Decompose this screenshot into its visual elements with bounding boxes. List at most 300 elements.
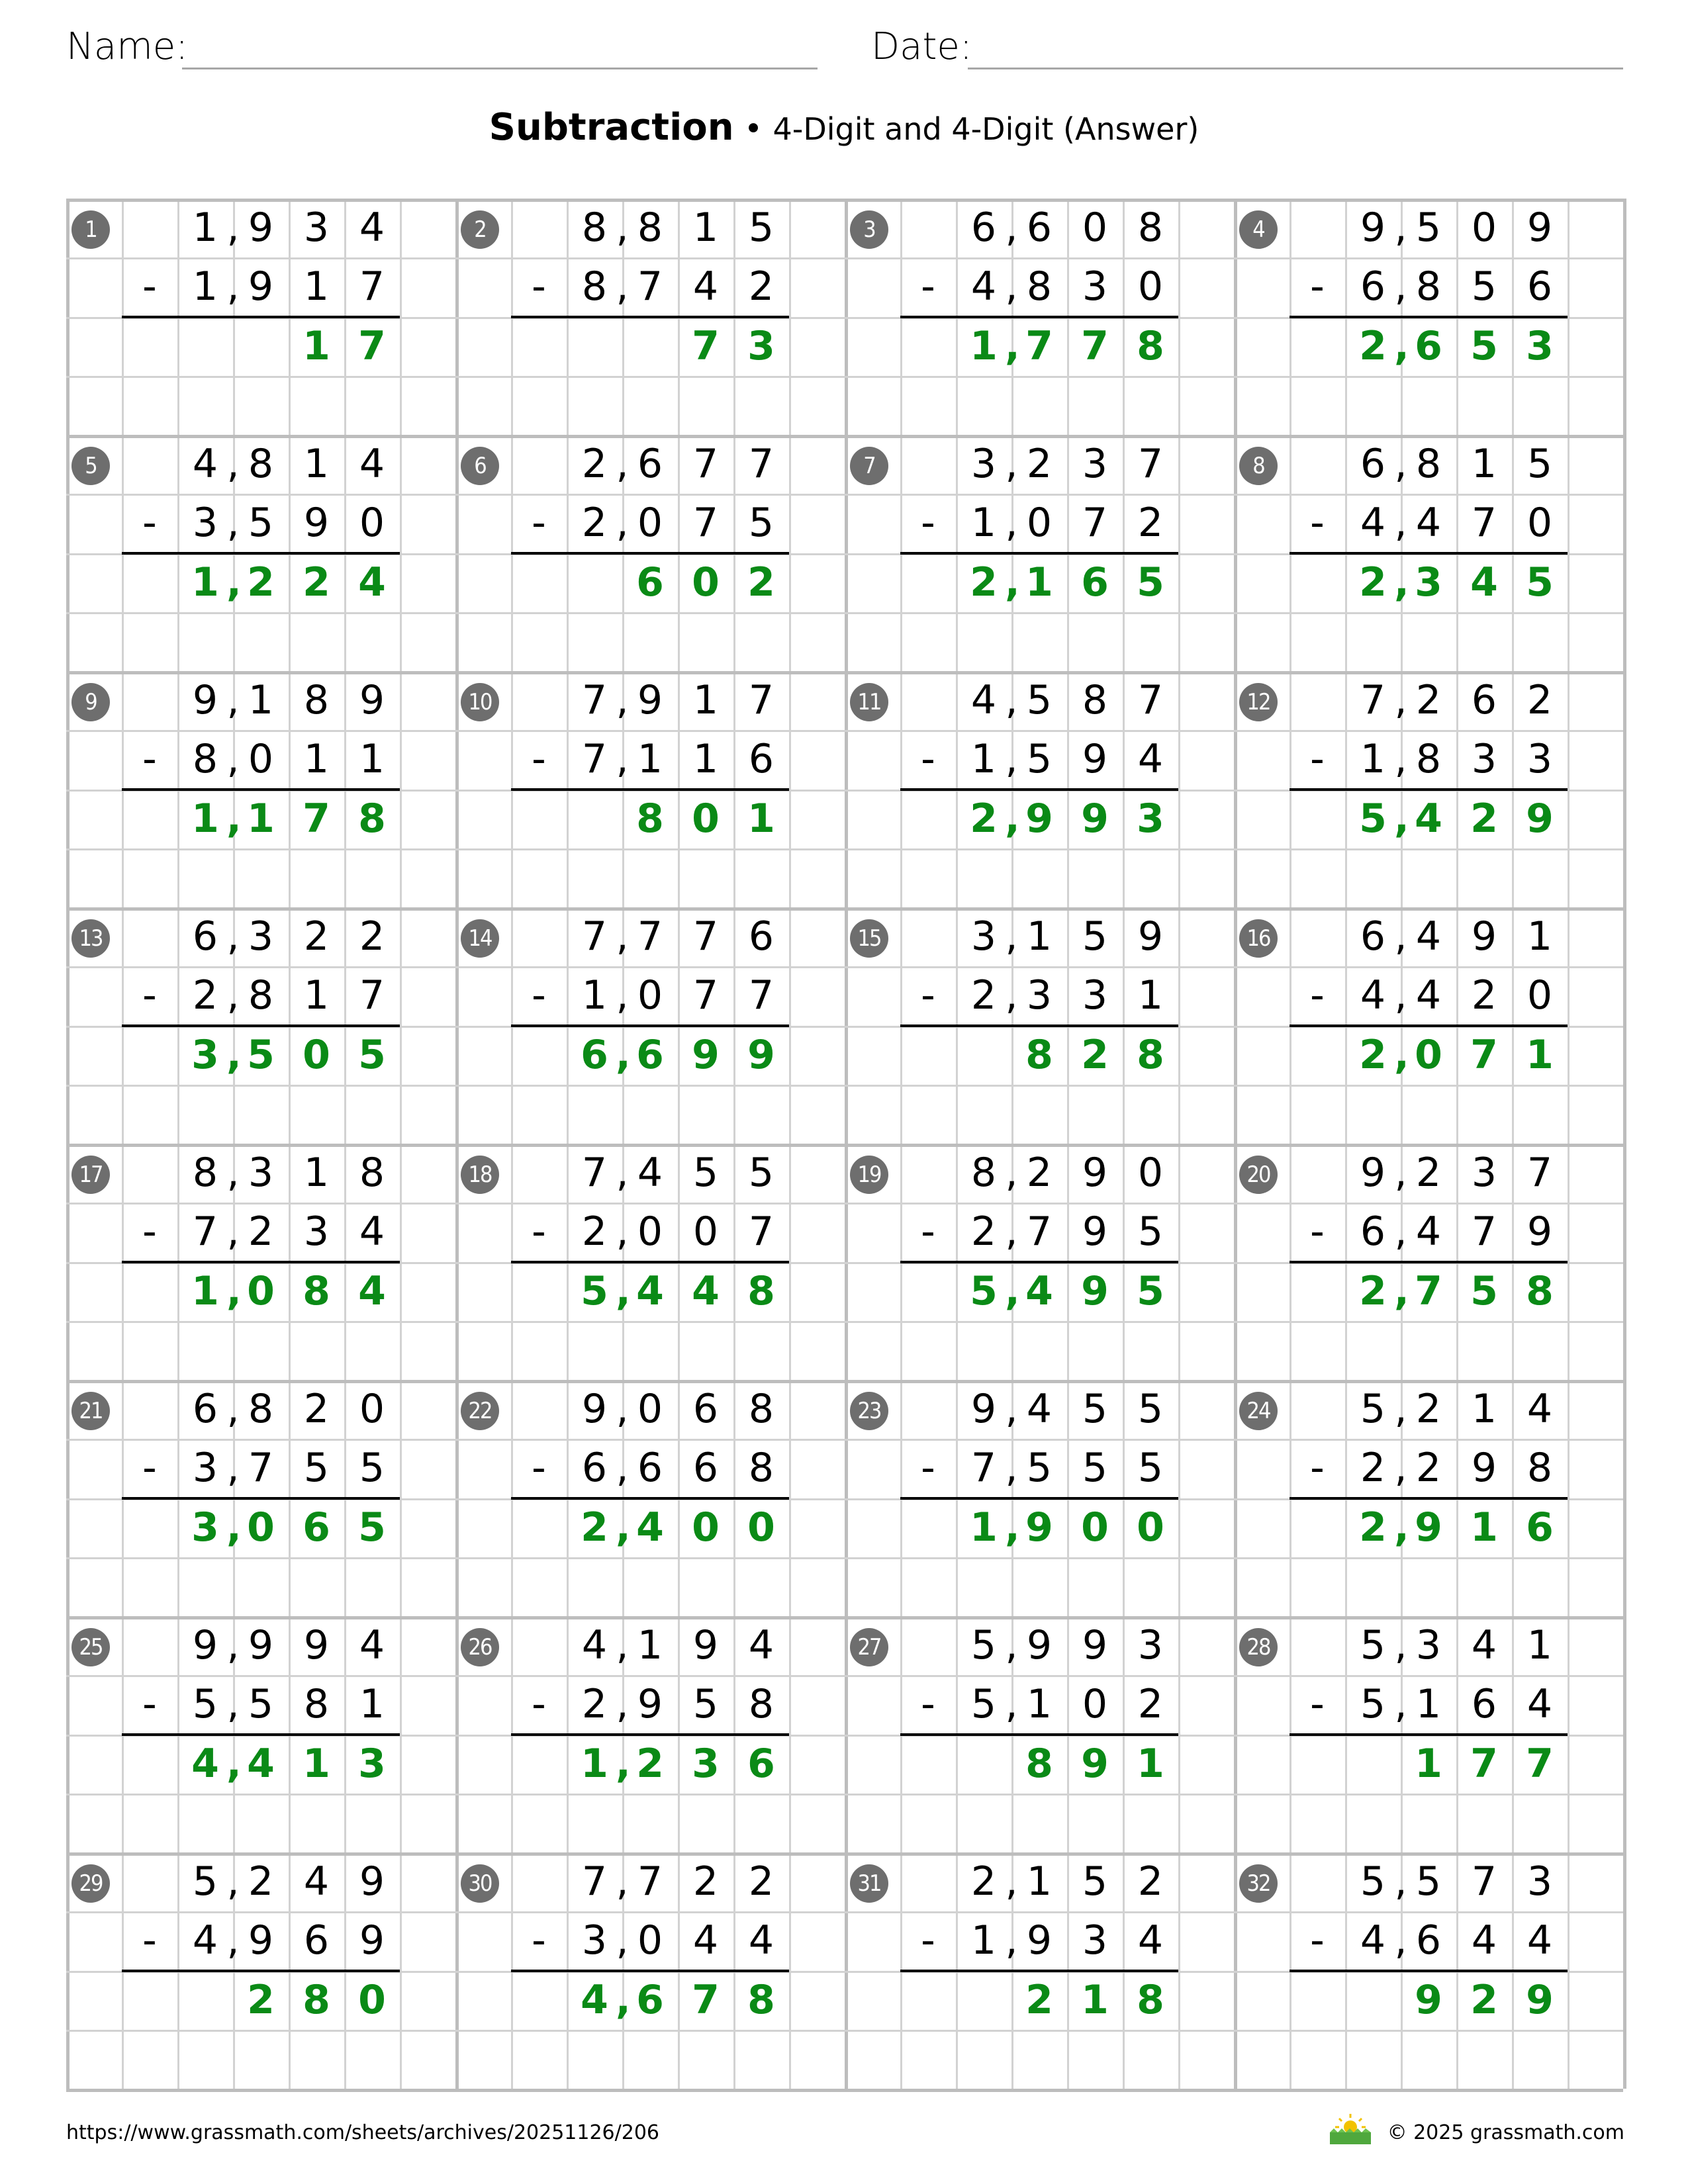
subtrahend-comma: , bbox=[1394, 500, 1407, 547]
minuend-digit: 4 bbox=[359, 1622, 385, 1668]
answer-digit[interactable]: 4 bbox=[1415, 795, 1442, 842]
problem-30 bbox=[455, 1852, 845, 2089]
answer-digit[interactable]: 4 bbox=[636, 1504, 664, 1551]
answer-digit[interactable]: 9 bbox=[1415, 1976, 1442, 2023]
problem-2 bbox=[455, 199, 845, 435]
answer-digit[interactable]: 8 bbox=[358, 795, 386, 842]
subtrahend-digit: 1 bbox=[359, 1681, 385, 1728]
answer-digit[interactable]: 4 bbox=[692, 1267, 720, 1314]
subtrahend-digit: 2 bbox=[581, 1208, 608, 1255]
minuend-digit: 6 bbox=[1471, 677, 1497, 723]
answer-digit[interactable]: 1 bbox=[1137, 1740, 1164, 1787]
answer-digit[interactable]: 4 bbox=[581, 1976, 608, 2023]
subtrahend-digit: 9 bbox=[303, 500, 330, 547]
minuend-digit: 9 bbox=[581, 1386, 608, 1432]
minuend-digit: 3 bbox=[1526, 1858, 1553, 1905]
subtrahend-digit: 1 bbox=[359, 736, 385, 783]
answer-digit[interactable]: 3 bbox=[1526, 322, 1554, 369]
minuend-digit: 6 bbox=[637, 441, 663, 487]
minuend-comma: , bbox=[1005, 1622, 1018, 1668]
answer-digit[interactable]: 6 bbox=[1081, 559, 1109, 606]
subtrahend-digit: 4 bbox=[1526, 1681, 1553, 1728]
minuend-digit: 0 bbox=[359, 1386, 385, 1432]
answer-digit[interactable]: 1 bbox=[581, 1740, 608, 1787]
subtrahend-digit: 1 bbox=[192, 263, 218, 310]
answer-comma: , bbox=[1394, 559, 1409, 606]
subtrahend-comma: , bbox=[226, 500, 240, 547]
problem-number-badge: 17 bbox=[71, 1156, 110, 1194]
subtrahend-digit: 5 bbox=[248, 500, 274, 547]
subtrahend-digit: 4 bbox=[1137, 736, 1164, 783]
subtrahend-digit: 4 bbox=[1360, 500, 1386, 547]
minuend-digit: 3 bbox=[1082, 441, 1108, 487]
answer-digit[interactable]: 5 bbox=[1470, 322, 1498, 369]
minuend-digit: 3 bbox=[970, 441, 997, 487]
date-line[interactable] bbox=[968, 68, 1623, 69]
subtrahend-digit: 1 bbox=[303, 972, 330, 1019]
answer-digit[interactable]: 2 bbox=[1025, 1976, 1053, 2023]
grid-vline bbox=[1623, 199, 1626, 2089]
subtrahend-digit: 5 bbox=[1137, 1208, 1164, 1255]
subtrahend-digit: 7 bbox=[192, 1208, 218, 1255]
answer-digit[interactable]: 8 bbox=[1526, 1267, 1554, 1314]
minuend-digit: 1 bbox=[1026, 1858, 1053, 1905]
minuend-digit: 8 bbox=[1082, 677, 1108, 723]
answer-digit[interactable]: 6 bbox=[636, 1031, 664, 1078]
minuend-digit: 2 bbox=[1526, 677, 1553, 723]
answer-digit[interactable]: 1 bbox=[247, 795, 275, 842]
answer-digit[interactable]: 9 bbox=[692, 1031, 720, 1078]
minuend-comma: , bbox=[616, 1858, 629, 1905]
minuend-digit: 4 bbox=[192, 441, 218, 487]
minus-sign: - bbox=[142, 1208, 157, 1255]
answer-digit[interactable]: 4 bbox=[358, 1267, 386, 1314]
minus-sign: - bbox=[142, 972, 157, 1019]
subtrahend-digit: 6 bbox=[1526, 263, 1553, 310]
answer-digit[interactable]: 5 bbox=[1359, 795, 1387, 842]
subtrahend-digit: 3 bbox=[1082, 972, 1108, 1019]
answer-digit[interactable]: 8 bbox=[1025, 1031, 1053, 1078]
answer-digit[interactable]: 1 bbox=[1526, 1031, 1554, 1078]
subtrahend-comma: , bbox=[1005, 1445, 1018, 1492]
subtrahend-digit: 9 bbox=[637, 1681, 663, 1728]
answer-digit[interactable]: 9 bbox=[1081, 1267, 1109, 1314]
problem-17 bbox=[66, 1144, 455, 1380]
subtrahend-comma: , bbox=[616, 263, 629, 310]
answer-digit[interactable]: 1 bbox=[970, 322, 998, 369]
name-line[interactable] bbox=[182, 68, 818, 69]
problem-number-badge: 27 bbox=[850, 1628, 888, 1666]
answer-comma: , bbox=[226, 1267, 242, 1314]
minuend-digit: 9 bbox=[359, 1858, 385, 1905]
minuend-digit: 7 bbox=[581, 677, 608, 723]
minuend-digit: 8 bbox=[970, 1150, 997, 1196]
minuend-digit: 9 bbox=[1082, 1150, 1108, 1196]
minuend-digit: 2 bbox=[1415, 1150, 1442, 1196]
answer-digit[interactable]: 3 bbox=[358, 1740, 386, 1787]
minuend-digit: 4 bbox=[1471, 1622, 1497, 1668]
answer-digit[interactable]: 3 bbox=[191, 1504, 219, 1551]
answer-digit[interactable]: 2 bbox=[1359, 559, 1387, 606]
subtrahend-digit: 3 bbox=[1471, 736, 1497, 783]
minuend-digit: 7 bbox=[581, 1150, 608, 1196]
minuend-digit: 9 bbox=[1082, 1622, 1108, 1668]
subtrahend-digit: 1 bbox=[303, 736, 330, 783]
subtrahend-digit: 3 bbox=[192, 500, 218, 547]
answer-digit[interactable]: 3 bbox=[747, 322, 775, 369]
subtrahend-digit: 0 bbox=[1526, 500, 1553, 547]
answer-digit[interactable]: 8 bbox=[636, 795, 664, 842]
answer-digit[interactable]: 8 bbox=[1137, 1976, 1164, 2023]
answer-digit[interactable]: 7 bbox=[1470, 1740, 1498, 1787]
minuend-digit: 8 bbox=[359, 1150, 385, 1196]
answer-digit[interactable]: 9 bbox=[1025, 1504, 1053, 1551]
answer-digit[interactable]: 1 bbox=[191, 559, 219, 606]
answer-digit[interactable]: 1 bbox=[1025, 559, 1053, 606]
problem-number-badge: 12 bbox=[1239, 683, 1278, 721]
subtrahend-comma: , bbox=[1005, 500, 1018, 547]
answer-digit[interactable]: 5 bbox=[358, 1504, 386, 1551]
answer-digit[interactable]: 2 bbox=[747, 559, 775, 606]
subtrahend-digit: 2 bbox=[192, 972, 218, 1019]
problem-11 bbox=[845, 671, 1234, 907]
minuend-digit: 1 bbox=[192, 205, 218, 251]
subtrahend-digit: 4 bbox=[1360, 1917, 1386, 1964]
subtrahend-digit: 1 bbox=[692, 736, 719, 783]
answer-digit[interactable]: 6 bbox=[636, 1976, 664, 2023]
subtrahend-digit: 0 bbox=[1082, 1681, 1108, 1728]
subtrahend-digit: 9 bbox=[248, 1917, 274, 1964]
answer-digit[interactable]: 2 bbox=[1359, 1504, 1387, 1551]
answer-digit[interactable]: 2 bbox=[1359, 1031, 1387, 1078]
answer-digit[interactable]: 7 bbox=[1415, 1267, 1442, 1314]
answer-digit[interactable]: 6 bbox=[636, 559, 664, 606]
subtrahend-digit: 4 bbox=[1471, 1917, 1497, 1964]
problem-number-badge: 23 bbox=[850, 1392, 888, 1430]
minuend-digit: 9 bbox=[192, 677, 218, 723]
minuend-digit: 7 bbox=[1526, 1150, 1553, 1196]
answer-digit[interactable]: 0 bbox=[1415, 1031, 1442, 1078]
answer-digit[interactable]: 2 bbox=[1470, 795, 1498, 842]
answer-digit[interactable]: 8 bbox=[1137, 322, 1164, 369]
answer-digit[interactable]: 2 bbox=[247, 559, 275, 606]
minuend-comma: , bbox=[616, 1622, 629, 1668]
subtrahend-digit: 1 bbox=[970, 1917, 997, 1964]
subtrahend-digit: 1 bbox=[1137, 972, 1164, 1019]
minuend-comma: , bbox=[1394, 205, 1407, 251]
minus-sign: - bbox=[921, 1917, 935, 1964]
minuend-digit: 8 bbox=[581, 205, 608, 251]
problem-number-badge: 31 bbox=[850, 1864, 888, 1903]
minuend-comma: , bbox=[1005, 441, 1018, 487]
minuend-digit: 2 bbox=[1415, 677, 1442, 723]
problem-19 bbox=[845, 1144, 1234, 1380]
problem-6 bbox=[455, 435, 845, 671]
subtrahend-digit: 8 bbox=[748, 1445, 774, 1492]
minuend-digit: 2 bbox=[581, 441, 608, 487]
answer-digit[interactable]: 0 bbox=[247, 1267, 275, 1314]
answer-digit[interactable]: 2 bbox=[970, 559, 998, 606]
minuend-digit: 5 bbox=[1415, 1858, 1442, 1905]
minuend-digit: 2 bbox=[1026, 1150, 1053, 1196]
answer-digit[interactable]: 5 bbox=[581, 1267, 608, 1314]
subtrahend-digit: 5 bbox=[1471, 263, 1497, 310]
answer-digit[interactable]: 0 bbox=[358, 1976, 386, 2023]
answer-digit[interactable]: 0 bbox=[692, 1504, 720, 1551]
answer-comma: , bbox=[226, 795, 242, 842]
answer-digit[interactable]: 0 bbox=[247, 1504, 275, 1551]
minus-sign: - bbox=[1310, 1681, 1325, 1728]
problem-number-badge: 5 bbox=[71, 447, 110, 485]
subtrahend-digit: 5 bbox=[748, 500, 774, 547]
answer-digit[interactable]: 5 bbox=[970, 1267, 998, 1314]
subtrahend-digit: 7 bbox=[359, 263, 385, 310]
answer-digit[interactable]: 1 bbox=[191, 795, 219, 842]
subtrahend-digit: 0 bbox=[1526, 972, 1553, 1019]
minuend-digit: 7 bbox=[1137, 441, 1164, 487]
answer-digit[interactable]: 8 bbox=[747, 1267, 775, 1314]
minuend-comma: , bbox=[616, 677, 629, 723]
minuend-comma: , bbox=[226, 913, 240, 960]
answer-digit[interactable]: 7 bbox=[692, 322, 720, 369]
problem-14 bbox=[455, 907, 845, 1144]
answer-digit[interactable]: 0 bbox=[692, 559, 720, 606]
subtrahend-digit: 3 bbox=[303, 1208, 330, 1255]
subtrahend-digit: 1 bbox=[970, 736, 997, 783]
answer-digit[interactable]: 1 bbox=[191, 1267, 219, 1314]
subtrahend-digit: 9 bbox=[1026, 1917, 1053, 1964]
subtrahend-digit: 2 bbox=[1137, 500, 1164, 547]
problem-15 bbox=[845, 907, 1234, 1144]
minuend-digit: 5 bbox=[748, 205, 774, 251]
subtrahend-digit: 5 bbox=[1137, 1445, 1164, 1492]
minuend-digit: 2 bbox=[1137, 1858, 1164, 1905]
answer-digit[interactable]: 1 bbox=[1415, 1740, 1442, 1787]
answer-digit[interactable]: 0 bbox=[1137, 1504, 1164, 1551]
minuend-digit: 4 bbox=[1026, 1386, 1053, 1432]
answer-digit[interactable]: 2 bbox=[581, 1504, 608, 1551]
answer-digit[interactable]: 8 bbox=[1025, 1740, 1053, 1787]
subtrahend-digit: 1 bbox=[1360, 736, 1386, 783]
subtrahend-comma: , bbox=[616, 500, 629, 547]
subtrahend-digit: 5 bbox=[692, 1681, 719, 1728]
minus-sign: - bbox=[921, 1445, 935, 1492]
answer-digit[interactable]: 9 bbox=[1526, 1976, 1554, 2023]
minuend-digit: 6 bbox=[970, 205, 997, 251]
answer-digit[interactable]: 2 bbox=[970, 795, 998, 842]
answer-digit[interactable]: 9 bbox=[1025, 795, 1053, 842]
subtrahend-digit: 0 bbox=[359, 500, 385, 547]
answer-digit[interactable]: 5 bbox=[1137, 559, 1164, 606]
answer-digit[interactable]: 4 bbox=[1025, 1267, 1053, 1314]
answer-digit[interactable]: 7 bbox=[358, 322, 386, 369]
answer-comma: , bbox=[616, 1740, 631, 1787]
subtrahend-digit: 4 bbox=[1360, 972, 1386, 1019]
subtrahend-digit: 7 bbox=[1471, 1208, 1497, 1255]
problem-5 bbox=[66, 435, 455, 671]
minuend-comma: , bbox=[616, 913, 629, 960]
answer-digit[interactable]: 0 bbox=[692, 795, 720, 842]
problem-20 bbox=[1234, 1144, 1623, 1380]
answer-digit[interactable]: 9 bbox=[747, 1031, 775, 1078]
answer-digit[interactable]: 4 bbox=[1470, 559, 1498, 606]
answer-digit[interactable]: 1 bbox=[303, 322, 330, 369]
answer-digit[interactable]: 5 bbox=[358, 1031, 386, 1078]
minuend-digit: 3 bbox=[248, 1150, 274, 1196]
subtrahend-comma: , bbox=[1005, 1917, 1018, 1964]
answer-digit[interactable]: 9 bbox=[1415, 1504, 1442, 1551]
minuend-digit: 7 bbox=[1137, 677, 1164, 723]
minuend-digit: 4 bbox=[1415, 913, 1442, 960]
answer-digit[interactable]: 1 bbox=[303, 1740, 330, 1787]
minuend-digit: 5 bbox=[1360, 1858, 1386, 1905]
problem-number-badge: 32 bbox=[1239, 1864, 1278, 1903]
answer-digit[interactable]: 7 bbox=[1081, 322, 1109, 369]
answer-digit[interactable]: 0 bbox=[1081, 1504, 1109, 1551]
minuend-digit: 5 bbox=[970, 1622, 997, 1668]
minus-sign: - bbox=[1310, 736, 1325, 783]
problem-number-badge: 24 bbox=[1239, 1392, 1278, 1430]
answer-digit[interactable]: 7 bbox=[1025, 322, 1053, 369]
answer-digit[interactable]: 4 bbox=[358, 559, 386, 606]
answer-digit[interactable]: 0 bbox=[747, 1504, 775, 1551]
subtrahend-digit: 0 bbox=[692, 1208, 719, 1255]
answer-digit[interactable]: 8 bbox=[1137, 1031, 1164, 1078]
answer-digit[interactable]: 6 bbox=[1415, 322, 1442, 369]
subtrahend-digit: 1 bbox=[1026, 1681, 1053, 1728]
answer-comma: , bbox=[226, 1031, 242, 1078]
problem-number-badge: 7 bbox=[850, 447, 888, 485]
answer-digit[interactable]: 2 bbox=[1359, 322, 1387, 369]
answer-digit[interactable]: 5 bbox=[1470, 1267, 1498, 1314]
answer-digit[interactable]: 2 bbox=[1081, 1031, 1109, 1078]
subtrahend-digit: 8 bbox=[1415, 263, 1442, 310]
minus-sign: - bbox=[142, 1681, 157, 1728]
minuend-digit: 9 bbox=[692, 1622, 719, 1668]
answer-digit[interactable]: 8 bbox=[303, 1267, 330, 1314]
answer-digit[interactable]: 6 bbox=[1526, 1504, 1554, 1551]
answer-digit[interactable]: 6 bbox=[581, 1031, 608, 1078]
answer-digit[interactable]: 9 bbox=[1081, 1740, 1109, 1787]
subtrahend-digit: 4 bbox=[692, 263, 719, 310]
answer-digit[interactable]: 5 bbox=[1526, 559, 1554, 606]
problem-number-badge: 10 bbox=[461, 683, 499, 721]
minuend-digit: 8 bbox=[1137, 205, 1164, 251]
answer-digit[interactable]: 3 bbox=[1415, 559, 1442, 606]
footer-copyright: © 2025 grassmath.com bbox=[1387, 2121, 1624, 2144]
subtrahend-digit: 0 bbox=[637, 1917, 663, 1964]
answer-digit[interactable]: 4 bbox=[636, 1267, 664, 1314]
subtrahend-digit: 7 bbox=[581, 736, 608, 783]
minus-sign: - bbox=[532, 263, 546, 310]
problem-number-badge: 13 bbox=[71, 919, 110, 958]
answer-digit[interactable]: 7 bbox=[1526, 1740, 1554, 1787]
problem-number-badge: 11 bbox=[850, 683, 888, 721]
subtrahend-digit: 4 bbox=[970, 263, 997, 310]
subtrahend-digit: 1 bbox=[637, 736, 663, 783]
answer-digit[interactable]: 9 bbox=[1081, 795, 1109, 842]
answer-digit[interactable]: 3 bbox=[1137, 795, 1164, 842]
minuend-digit: 9 bbox=[1471, 913, 1497, 960]
subtrahend-digit: 8 bbox=[581, 263, 608, 310]
answer-digit[interactable]: 1 bbox=[1470, 1504, 1498, 1551]
subtrahend-comma: , bbox=[616, 1208, 629, 1255]
grass-sun-logo-icon bbox=[1327, 2113, 1374, 2146]
answer-digit[interactable]: 2 bbox=[1359, 1267, 1387, 1314]
answer-digit[interactable]: 1 bbox=[970, 1504, 998, 1551]
answer-digit[interactable]: 4 bbox=[247, 1740, 275, 1787]
title-subtitle: 4-Digit and 4-Digit (Answer) bbox=[773, 111, 1199, 147]
minuend-digit: 6 bbox=[692, 1386, 719, 1432]
minuend-comma: , bbox=[1005, 913, 1018, 960]
minuend-digit: 4 bbox=[637, 1150, 663, 1196]
subtrahend-digit: 8 bbox=[303, 1681, 330, 1728]
answer-comma: , bbox=[616, 1267, 631, 1314]
answer-digit[interactable]: 4 bbox=[191, 1740, 219, 1787]
subtrahend-digit: 2 bbox=[1471, 972, 1497, 1019]
subtrahend-digit: 3 bbox=[1026, 972, 1053, 1019]
answer-digit[interactable]: 7 bbox=[303, 795, 330, 842]
minuend-digit: 2 bbox=[303, 913, 330, 960]
subtrahend-digit: 4 bbox=[1415, 972, 1442, 1019]
title-main: Subtraction bbox=[489, 106, 734, 149]
answer-digit[interactable]: 2 bbox=[303, 559, 330, 606]
answer-digit[interactable]: 0 bbox=[303, 1031, 330, 1078]
subtrahend-digit: 5 bbox=[192, 1681, 218, 1728]
minus-sign: - bbox=[1310, 972, 1325, 1019]
answer-digit[interactable]: 6 bbox=[303, 1504, 330, 1551]
answer-digit[interactable]: 7 bbox=[1470, 1031, 1498, 1078]
minuend-digit: 0 bbox=[1137, 1150, 1164, 1196]
minuend-digit: 6 bbox=[1360, 441, 1386, 487]
answer-digit[interactable]: 1 bbox=[747, 795, 775, 842]
answer-digit[interactable]: 1 bbox=[1081, 1976, 1109, 2023]
minuend-digit: 8 bbox=[637, 205, 663, 251]
answer-digit[interactable]: 7 bbox=[692, 1976, 720, 2023]
subtrahend-digit: 7 bbox=[248, 1445, 274, 1492]
answer-digit[interactable]: 6 bbox=[747, 1740, 775, 1787]
minuend-digit: 5 bbox=[1026, 677, 1053, 723]
answer-comma: , bbox=[616, 1031, 631, 1078]
minuend-digit: 2 bbox=[248, 1858, 274, 1905]
answer-digit[interactable]: 2 bbox=[247, 1976, 275, 2023]
subtrahend-digit: 9 bbox=[248, 263, 274, 310]
answer-digit[interactable]: 5 bbox=[247, 1031, 275, 1078]
minuend-digit: 6 bbox=[748, 913, 774, 960]
answer-digit[interactable]: 3 bbox=[191, 1031, 219, 1078]
answer-digit[interactable]: 5 bbox=[1137, 1267, 1164, 1314]
answer-digit[interactable]: 8 bbox=[303, 1976, 330, 2023]
answer-comma: , bbox=[616, 1976, 631, 2023]
minus-sign: - bbox=[921, 500, 935, 547]
answer-digit[interactable]: 2 bbox=[1470, 1976, 1498, 2023]
minuend-digit: 3 bbox=[1137, 1622, 1164, 1668]
answer-digit[interactable]: 2 bbox=[636, 1740, 664, 1787]
subtrahend-digit: 6 bbox=[1415, 1917, 1442, 1964]
subtrahend-comma: , bbox=[1394, 263, 1407, 310]
problem-31 bbox=[845, 1852, 1234, 2089]
minuend-digit: 9 bbox=[303, 1622, 330, 1668]
answer-digit[interactable]: 9 bbox=[1526, 795, 1554, 842]
minuend-digit: 3 bbox=[970, 913, 997, 960]
answer-digit[interactable]: 8 bbox=[747, 1976, 775, 2023]
minuend-digit: 9 bbox=[1360, 1150, 1386, 1196]
subtrahend-comma: , bbox=[1005, 263, 1018, 310]
subtrahend-digit: 6 bbox=[1360, 263, 1386, 310]
answer-digit[interactable]: 3 bbox=[692, 1740, 720, 1787]
subtrahend-comma: , bbox=[1005, 1208, 1018, 1255]
subtrahend-digit: 4 bbox=[1415, 500, 1442, 547]
